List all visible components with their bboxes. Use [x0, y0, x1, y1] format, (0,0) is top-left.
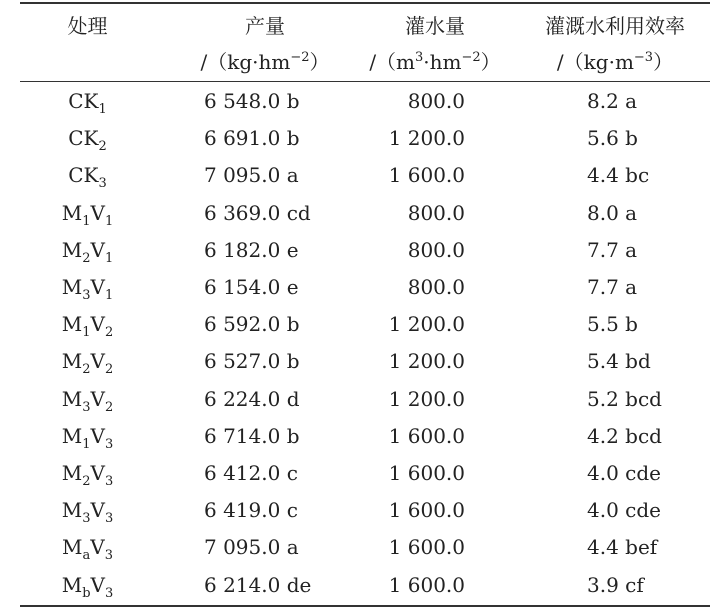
- treatment-name: $M_2V_3$: [61, 461, 114, 489]
- treatment-name: $M_2V_2$: [61, 349, 114, 377]
- efficiency-cell: 4.4 bc: [587, 163, 650, 187]
- treatment-name: $M_2V_1$: [61, 238, 114, 266]
- treatment-name: $M_1V_2$: [61, 312, 114, 340]
- header-irrigation-amount: 灌水量: [405, 14, 465, 38]
- irrigation-cell: 1 200.0: [388, 126, 465, 150]
- treatment-name: $M_1V_1$: [61, 201, 114, 229]
- bottom-rule: [20, 605, 710, 607]
- irrigation-cell: 800.0: [407, 201, 465, 225]
- irrigation-cell: 1 200.0: [388, 349, 465, 373]
- irrigation-cell: 1 600.0: [388, 573, 465, 597]
- treatment-name: $M_3V_2$: [61, 387, 114, 415]
- efficiency-cell: 4.0 cde: [587, 461, 662, 485]
- yield-cell: 6 419.0 c: [204, 498, 298, 522]
- irrigation-cell: 1 600.0: [388, 424, 465, 448]
- yield-cell: 7 095.0 a: [204, 163, 299, 187]
- yield-cell: 6 369.0 cd: [204, 201, 311, 225]
- yield-cell: 6 527.0 b: [204, 349, 300, 373]
- treatment-name: $M_3V_1$: [61, 275, 114, 303]
- treatment-name: $M_1V_3$: [61, 424, 114, 452]
- efficiency-cell: 4.2 bcd: [587, 424, 662, 448]
- efficiency-cell: 4.4 bef: [587, 535, 658, 559]
- irrigation-cell: 800.0: [407, 238, 465, 262]
- header-rule: [20, 81, 710, 82]
- header-efficiency-unit: $/(kg\cdot m^{-3})$: [556, 50, 674, 74]
- efficiency-cell: 8.0 a: [587, 201, 638, 225]
- irrigation-cell: 1 600.0: [388, 498, 465, 522]
- efficiency-cell: 5.4 bd: [587, 349, 651, 373]
- yield-cell: 6 182.0 e: [204, 238, 299, 262]
- yield-cell: 6 224.0 d: [204, 387, 300, 411]
- treatment-name: $M_3V_3$: [61, 498, 114, 526]
- irrigation-cell: 1 600.0: [388, 461, 465, 485]
- irrigation-cell: 1 200.0: [388, 312, 465, 336]
- header-water-use-efficiency: 灌溉水利用效率: [545, 14, 685, 38]
- yield-cell: 6 592.0 b: [204, 312, 300, 336]
- yield-cell: 6 714.0 b: [204, 424, 300, 448]
- efficiency-cell: 5.2 bcd: [587, 387, 662, 411]
- header-yield: 产量: [245, 14, 285, 38]
- yield-cell: 7 095.0 a: [204, 535, 299, 559]
- yield-cell: 6 214.0 de: [204, 573, 312, 597]
- treatment-name: $CK_1$: [68, 89, 107, 117]
- top-rule: [20, 2, 710, 4]
- efficiency-cell: 3.9 cf: [587, 573, 644, 597]
- irrigation-cell: 1 200.0: [388, 387, 465, 411]
- treatment-name: $CK_2$: [68, 126, 107, 154]
- efficiency-cell: 7.7 a: [587, 275, 638, 299]
- efficiency-cell: 8.2 a: [587, 89, 638, 113]
- irrigation-cell: 1 600.0: [388, 163, 465, 187]
- header-yield-unit: $/(kg\cdot hm^{-2})$: [200, 50, 330, 74]
- yield-cell: 6 154.0 e: [204, 275, 299, 299]
- yield-cell: 6 548.0 b: [204, 89, 300, 113]
- efficiency-cell: 4.0 cde: [587, 498, 662, 522]
- treatment-name: $CK_3$: [68, 163, 107, 191]
- efficiency-cell: 5.6 b: [587, 126, 638, 150]
- efficiency-cell: 7.7 a: [587, 238, 638, 262]
- irrigation-cell: 800.0: [407, 275, 465, 299]
- yield-cell: 6 412.0 c: [204, 461, 298, 485]
- efficiency-cell: 5.5 b: [587, 312, 638, 336]
- header-treatment: 处理: [67, 14, 108, 38]
- irrigation-cell: 1 600.0: [388, 535, 465, 559]
- treatment-name: $M_bV_3$: [61, 573, 114, 601]
- yield-cell: 6 691.0 b: [204, 126, 300, 150]
- irrigation-cell: 800.0: [407, 89, 465, 113]
- treatment-name: $M_aV_3$: [62, 535, 113, 563]
- header-irrigation-unit: $/(m^3\cdot hm^{-2})$: [369, 50, 501, 74]
